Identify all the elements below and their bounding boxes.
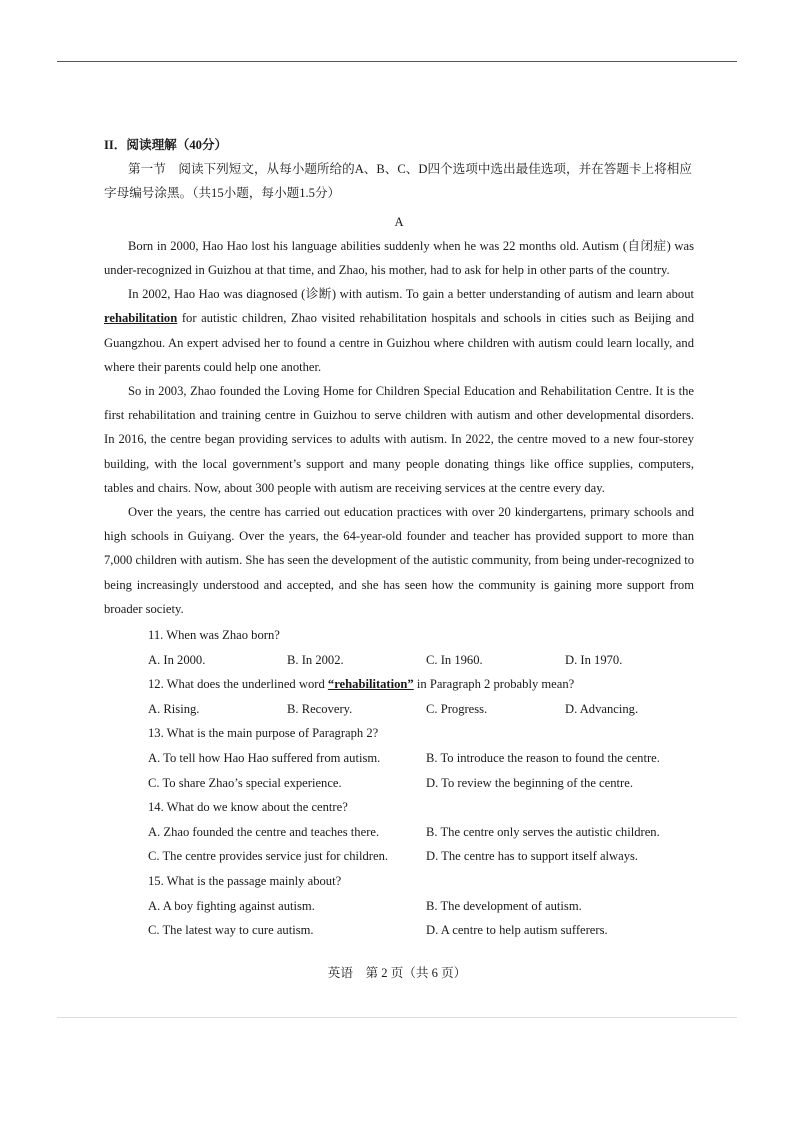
question-14-option-d: D. The centre has to support itself always.	[426, 849, 639, 864]
question-12-underlined-word: “rehabilitation”	[327, 677, 414, 692]
question-list	[104, 623, 694, 943]
passage-letter: A	[394, 214, 404, 229]
question-15-option-c: C. The latest way to cure autism.	[148, 923, 314, 938]
paragraph-1: Born in 2000, Hao Hao lost his language abilities suddenly when he was 22 months old. Autism (自闭症) was under-recognized in Guizhou at that time, and Zhao, his mother, had to ask for help in other parts of the country.	[104, 238, 694, 278]
question-12-stem-after: in Paragraph 2 probably mean?	[413, 677, 575, 692]
question-13-options	[148, 746, 694, 795]
question-11-option-c: C. In 1960.	[426, 652, 483, 667]
question-12-options	[148, 697, 694, 722]
question-13-option-d: D. To review the beginning of the centre.	[426, 775, 633, 790]
question-14-option-b: B. The centre only serves the autistic children.	[426, 824, 660, 839]
question-13-option-a: A. To tell how Hao Hao suffered from autism.	[148, 751, 381, 766]
exam-content	[104, 133, 694, 943]
question-11-options	[148, 648, 694, 673]
bottom-rule	[57, 1017, 737, 1018]
question-12-option-a: A. Rising.	[148, 701, 200, 716]
underlined-word: rehabilitation	[104, 311, 178, 326]
question-12-stem	[148, 672, 694, 697]
top-rule	[57, 61, 737, 62]
question-14-option-a: A. Zhao founded the centre and teaches there.	[148, 824, 380, 839]
question-13-option-b: B. To introduce the reason to found the centre.	[426, 751, 660, 766]
question-11-option-a: A. In 2000.	[148, 652, 206, 667]
page-footer: 英语 第 2 页（共 6 页）	[327, 966, 467, 980]
question-12-stem-before: 12. What does the underlined word	[148, 677, 328, 692]
question-12-option-c: C. Progress.	[426, 701, 488, 716]
question-15-stem: 15. What is the passage mainly about?	[148, 874, 342, 888]
question-15-option-b: B. The development of autism.	[426, 898, 582, 913]
question-15-option-a: A. A boy fighting against autism.	[148, 898, 315, 913]
section-title: II．阅读理解（40分）	[104, 138, 228, 152]
question-14-options	[148, 820, 694, 869]
question-15-options	[148, 894, 694, 943]
question-13-option-c: C. To share Zhao’s special experience.	[148, 775, 342, 790]
paragraph-2-text-after: for autistic children, Zhao visited rehabilitation hospitals and schools in cities such as Beijing and Guangzhou. An expert advised her to found a centre in Guizhou where children with autism could learn locally, and where their parents could help one another.	[104, 311, 694, 374]
question-15-option-d: D. A centre to help autism sufferers.	[426, 923, 608, 938]
question-11-option-b: B. In 2002.	[287, 652, 344, 667]
question-12-option-b: B. Recovery.	[287, 701, 353, 716]
question-11-option-d: D. In 1970.	[565, 652, 623, 667]
paragraph-2	[104, 282, 694, 379]
question-14-stem: 14. What do we know about the centre?	[148, 800, 348, 815]
paragraph-3: So in 2003, Zhao founded the Loving Home for Children Special Education and Rehabilitation Centre. It is the first rehabilitation and training centre in Guizhou to serve children with autism and other developmental disorders. In 2016, the centre began providing services to adults with autism. In 2022, the centre moved to a new four-storey building, with the local government’s support and many people donating things like office supplies, computers, tables and chairs. Now, about 300 people with autism are receiving services at the centre every day.	[104, 384, 694, 495]
question-12-option-d: D. Advancing.	[565, 701, 639, 716]
paragraph-4: Over the years, the centre has carried out education practices with over 20 kindergartens, primary schools and high schools in Guiyang. Over the years, the 64-year-old founder and teacher has provided support to more than 7,000 children with autism. She has seen the development of the autistic community, from being under-recognized to being increasingly understood and accepted, and she has seen how the community is gaining more support from broader society.	[104, 505, 694, 616]
question-11-stem: 11. When was Zhao born?	[148, 628, 280, 643]
paragraph-2-text-before: In 2002, Hao Hao was diagnosed (诊断) with autism. To gain a better understanding of autism and learn about	[128, 287, 694, 302]
question-13-stem: 13. What is the main purpose of Paragraph 2?	[148, 726, 379, 741]
question-14-option-c: C. The centre provides service just for children.	[148, 849, 389, 864]
section-instruction: 第一节 阅读下列短文，从每小题所给的A、B、C、D四个选项中选出最佳选项，并在答题卡上将相应字母编号涂黑。（共15小题，每小题1.5分）	[104, 162, 692, 201]
